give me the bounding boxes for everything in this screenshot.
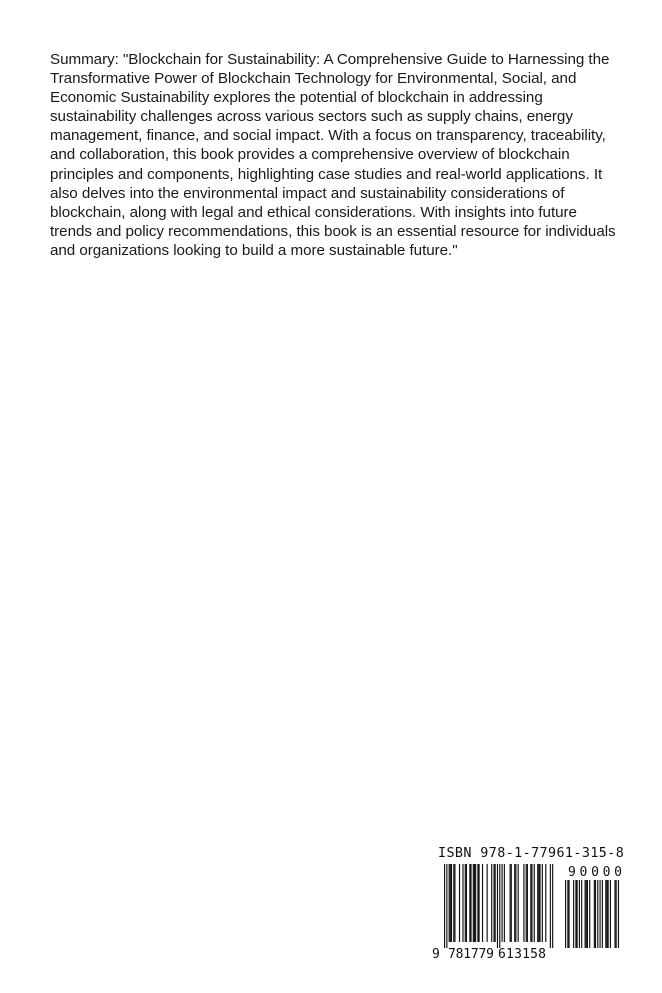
addon-bar (577, 880, 578, 948)
barcode-bar (550, 864, 551, 948)
barcode-bar (502, 864, 503, 942)
ean-left-group: 781779 (448, 947, 494, 962)
barcode-bar (499, 864, 500, 948)
barcode-bar (487, 864, 488, 942)
addon-bar (595, 880, 596, 948)
barcode-bar (514, 864, 515, 942)
barcode-bar (527, 864, 528, 942)
addon-bar (605, 880, 606, 948)
barcode-bar (523, 864, 524, 942)
addon-bar (602, 880, 603, 948)
barcode-bar (510, 864, 511, 942)
barcode-bar (459, 864, 460, 942)
barcode-bar (530, 864, 531, 942)
barcode-bar (475, 864, 476, 942)
addon-bar (600, 880, 601, 948)
barcode-bar (495, 864, 496, 942)
barcode-bar (504, 864, 505, 942)
barcode-bar (453, 864, 454, 942)
barcode-bar (446, 864, 447, 948)
barcode-bar (542, 864, 543, 942)
addon-bar (573, 880, 574, 948)
book-summary: Summary: "Blockchain for Sustainability: A Comprehensive Guide to Harnessing the Transformative Power of Blockchain Technology for Environmental, Social, and Economic Sustainability explores the potential of blockchain in addressing sustainability challenges across various sectors such as supply chains, energy management, finance, and social impact. With a focus on transparency, traceability, and collaboration, this book provides a comprehensive overview of blockchain principles and components, highlighting case studies and real-world applications. It also delves into the environmental impact and sustainability considerations of blockchain, along with legal and ethical considerations. With insights into future trends and policy recommendations, this book is an essential resource for individuals and organizations looking to build a more sustainable future." (50, 51, 616, 259)
price-code: 90000 (568, 865, 622, 880)
barcode-graphic (432, 864, 630, 962)
addon-bar (586, 880, 587, 948)
addon-bar (610, 880, 611, 948)
barcode-bar (477, 864, 478, 942)
addon-bar (568, 880, 569, 948)
addon-bar (618, 880, 619, 948)
barcode-bar (552, 864, 553, 948)
barcode-bar (545, 864, 546, 942)
barcode-bar (462, 864, 463, 942)
barcode-bar (491, 864, 492, 942)
addon-bar (581, 880, 582, 948)
addon-bar (585, 880, 586, 948)
barcode-bar (515, 864, 516, 942)
barcode-bar (466, 864, 467, 942)
barcode-bar (534, 864, 535, 942)
ean-first-digit: 9 (432, 947, 440, 962)
barcode-bar (454, 864, 455, 942)
addon-bar (579, 880, 580, 948)
barcode-bar (538, 864, 539, 942)
barcode-bar (526, 864, 527, 942)
addon-bar (614, 880, 615, 948)
barcode-bar (493, 864, 494, 942)
barcode-bar (531, 864, 532, 942)
barcode-bar (539, 864, 540, 942)
barcode-bar (449, 864, 450, 942)
barcode-bar (451, 864, 452, 942)
barcode-bar (474, 864, 475, 942)
barcode-bar (450, 864, 451, 942)
barcode-bar (518, 864, 519, 942)
addon-bar (587, 880, 588, 948)
addon-bar (606, 880, 607, 948)
addon-bar (565, 880, 566, 948)
barcode-bar (537, 864, 538, 942)
addon-bar (597, 880, 598, 948)
addon-bar (567, 880, 568, 948)
ean13-bars (444, 864, 553, 948)
barcode-bar (482, 864, 483, 942)
ean-right-group: 613158 (498, 947, 546, 962)
barcode-bar (444, 864, 445, 948)
addon-bar (594, 880, 595, 948)
barcode-bar (469, 864, 470, 942)
isbn-label: ISBN 978-1-77961-315-8 (438, 846, 625, 861)
addon-bar (616, 880, 617, 948)
barcode-bar (479, 864, 480, 942)
barcode-bar (511, 864, 512, 942)
barcode-bar (470, 864, 471, 942)
addon-bar (575, 880, 576, 948)
price-addon-bars (565, 880, 619, 948)
addon-bar (608, 880, 609, 948)
barcode-bar (473, 864, 474, 942)
barcode-bar (465, 864, 466, 942)
isbn-barcode-block (432, 846, 630, 962)
addon-bar (589, 880, 590, 948)
barcode-bar (497, 864, 498, 948)
